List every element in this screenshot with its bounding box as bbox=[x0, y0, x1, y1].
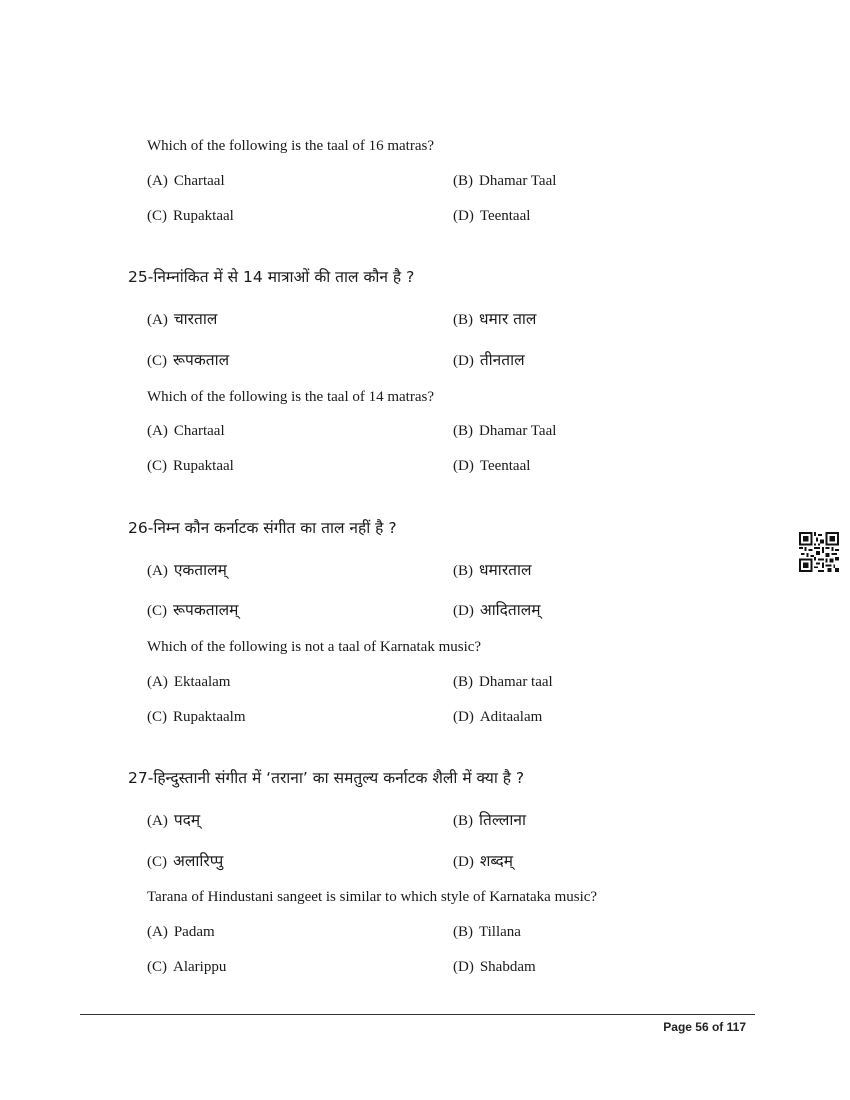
option-letter: (B) bbox=[453, 813, 473, 829]
q24-en-option-b bbox=[453, 173, 556, 190]
q27-hi-option-c bbox=[147, 849, 223, 871]
option-letter: (B) bbox=[453, 674, 473, 690]
q25-hi-option-b bbox=[453, 307, 536, 329]
option-text: पदम् bbox=[173, 811, 201, 829]
option-text: धमारताल bbox=[479, 561, 532, 579]
option-text: Chartaal bbox=[173, 173, 225, 189]
q27-en-option-b bbox=[453, 924, 521, 941]
q26-hi-option-d bbox=[453, 598, 541, 620]
q25-en-option-d bbox=[453, 458, 530, 475]
q26-en-option-b bbox=[453, 674, 553, 691]
option-text: Dhamar Taal bbox=[479, 423, 557, 439]
option-letter: (B) bbox=[453, 924, 473, 940]
option-letter: (D) bbox=[453, 353, 474, 369]
option-text: Chartaal bbox=[173, 423, 225, 439]
option-letter: (A) bbox=[147, 813, 168, 829]
q24-en-option-c bbox=[147, 208, 234, 225]
option-letter: (A) bbox=[147, 674, 168, 690]
q27-hi-option-b bbox=[453, 808, 526, 830]
option-letter: (C) bbox=[147, 959, 167, 975]
option-text: शब्दम् bbox=[479, 852, 514, 870]
option-letter: (B) bbox=[453, 173, 473, 189]
page-number: Page 56 of 117 bbox=[663, 1020, 746, 1034]
option-text: तीनताल bbox=[479, 351, 525, 369]
option-letter: (B) bbox=[453, 563, 473, 579]
q27-en-option-d bbox=[453, 959, 536, 976]
option-letter: (B) bbox=[453, 423, 473, 439]
q26-hi-option-a bbox=[147, 558, 227, 580]
option-text: Alarippu bbox=[173, 959, 227, 975]
option-text: रूपकतालम् bbox=[173, 601, 239, 619]
option-text: Shabdam bbox=[479, 959, 536, 975]
q27-hi-option-d bbox=[453, 849, 513, 871]
option-text: Ektaalam bbox=[173, 674, 231, 690]
footer-divider bbox=[80, 1014, 755, 1015]
option-letter: (D) bbox=[453, 709, 474, 725]
option-letter: (D) bbox=[453, 458, 474, 474]
option-text: Teentaal bbox=[479, 208, 531, 224]
option-text: Rupaktaalm bbox=[173, 709, 246, 725]
q27-hi-option-a bbox=[147, 808, 200, 830]
q24-en-option-d bbox=[453, 208, 530, 225]
option-text: Tillana bbox=[479, 924, 521, 940]
option-text: Teentaal bbox=[479, 458, 531, 474]
option-letter: (A) bbox=[147, 423, 168, 439]
option-letter: (A) bbox=[147, 173, 168, 189]
option-text: धमार ताल bbox=[479, 310, 537, 328]
option-letter: (C) bbox=[147, 603, 167, 619]
question-26-english-text: Which of the following is not a taal of Karnatak music? bbox=[147, 639, 482, 655]
option-letter: (D) bbox=[453, 959, 474, 975]
option-text: Aditaalam bbox=[479, 709, 543, 725]
q26-hi-option-b bbox=[453, 558, 532, 580]
question-27-hindi-text: 27-हिन्दुस्तानी संगीत में ‘तराना’ का समतुल्य कर्नाटक शैली में क्या है ? bbox=[128, 769, 525, 787]
q27-en-option-a bbox=[147, 924, 215, 941]
option-text: Rupaktaal bbox=[173, 458, 234, 474]
option-letter: (D) bbox=[453, 854, 474, 870]
option-text: चारताल bbox=[173, 310, 218, 328]
option-text: Dhamar taal bbox=[479, 674, 553, 690]
option-letter: (C) bbox=[147, 458, 167, 474]
option-text: Padam bbox=[173, 924, 215, 940]
option-letter: (C) bbox=[147, 709, 167, 725]
q26-hi-option-c bbox=[147, 598, 238, 620]
question-25-hindi-text: 25-निम्नांकित में से 14 मात्राओं की ताल कौन है ? bbox=[128, 268, 415, 286]
option-text: तिल्लाना bbox=[479, 811, 526, 829]
option-letter: (C) bbox=[147, 208, 167, 224]
option-letter: (C) bbox=[147, 353, 167, 369]
q24-en-option-a bbox=[147, 173, 225, 190]
option-letter: (A) bbox=[147, 924, 168, 940]
q26-en-option-a bbox=[147, 674, 230, 691]
option-text: Dhamar Taal bbox=[479, 173, 557, 189]
question-27-english-text: Tarana of Hindustani sangeet is similar to which style of Karnataka music? bbox=[147, 889, 598, 905]
option-letter: (A) bbox=[147, 312, 168, 328]
q25-en-option-b bbox=[453, 423, 556, 440]
option-text: आदितालम् bbox=[479, 601, 541, 619]
q25-en-option-a bbox=[147, 423, 225, 440]
q25-hi-option-a bbox=[147, 307, 217, 329]
option-text: एकतालम् bbox=[173, 561, 227, 579]
option-text: Rupaktaal bbox=[173, 208, 234, 224]
option-letter: (B) bbox=[453, 312, 473, 328]
q26-en-option-c bbox=[147, 709, 245, 726]
option-letter: (D) bbox=[453, 208, 474, 224]
option-letter: (C) bbox=[147, 854, 167, 870]
question-24-english-text: Which of the following is the taal of 16 matras? bbox=[147, 138, 434, 154]
question-25-english-text: Which of the following is the taal of 14 matras? bbox=[147, 389, 434, 405]
question-26-hindi-text: 26-निम्न कौन कर्नाटक संगीत का ताल नहीं है ? bbox=[128, 519, 397, 537]
qr-code-icon bbox=[799, 532, 839, 572]
option-text: रूपकताल bbox=[173, 351, 230, 369]
option-letter: (A) bbox=[147, 563, 168, 579]
q25-hi-option-d bbox=[453, 348, 525, 370]
q25-hi-option-c bbox=[147, 348, 229, 370]
option-text: अलारिप्पु bbox=[173, 852, 224, 870]
option-letter: (D) bbox=[453, 603, 474, 619]
q26-en-option-d bbox=[453, 709, 542, 726]
q27-en-option-c bbox=[147, 959, 226, 976]
q25-en-option-c bbox=[147, 458, 234, 475]
